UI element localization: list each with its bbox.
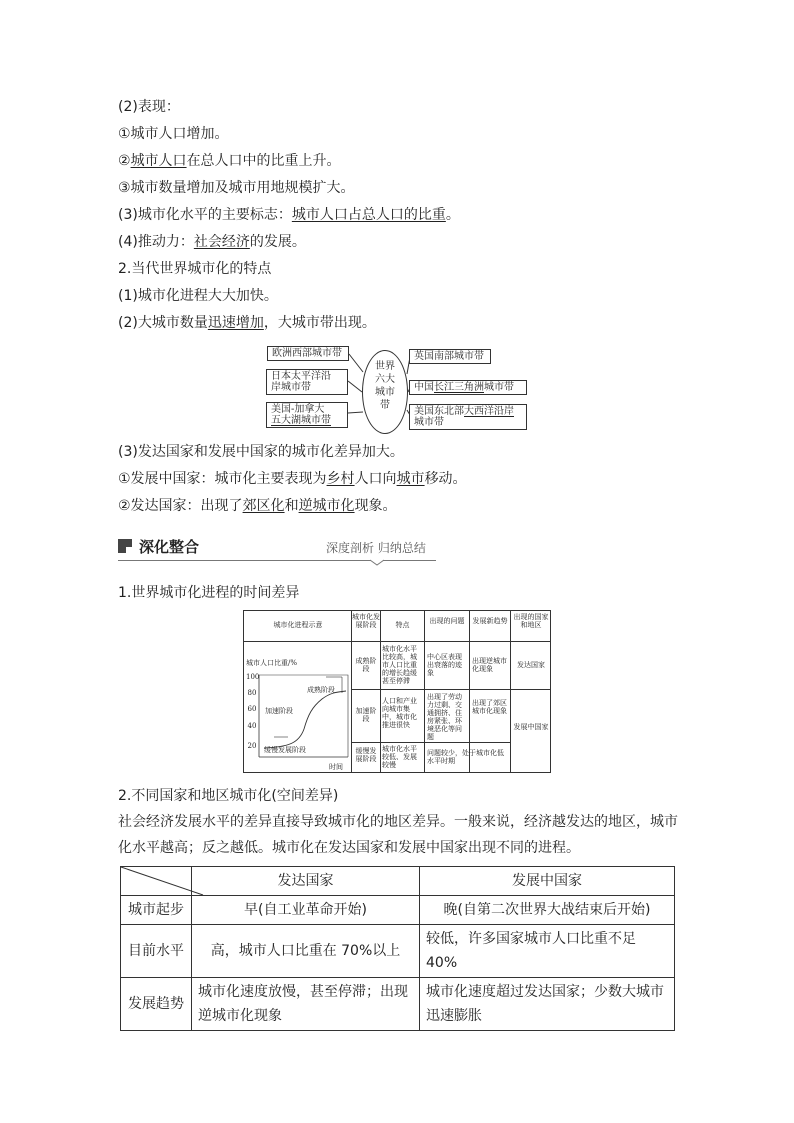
chart-label-mature: 成熟阶段 xyxy=(307,686,335,694)
stage-slow: 缓慢发展阶段 xyxy=(355,747,377,763)
region-developed: 发达国家 xyxy=(517,661,545,669)
table-row xyxy=(121,896,675,925)
line-main-indicator: (3)城市化水平的主要标志：城市人口占总人口的比重。 xyxy=(118,207,460,223)
row-label: 发展趋势 xyxy=(121,978,192,1031)
stage-mature: 成熟阶段 xyxy=(355,657,377,673)
section-rule xyxy=(118,560,436,561)
box-uk-south: 英国南部城市带 xyxy=(409,349,491,364)
th-features: 特点 xyxy=(395,621,410,629)
ytick-80: 80 xyxy=(247,689,257,697)
problem-mature: 中心区表现出衰落的迹象 xyxy=(427,653,462,677)
line-performance: (2)表现： xyxy=(118,99,180,115)
chart-ylabel: 城市人口比重/% xyxy=(246,659,298,667)
th-diagram: 城市化进程示意 xyxy=(273,621,323,629)
urbanization-stage-table xyxy=(243,610,551,773)
line-developing: ①发展中国家：城市化主要表现为乡村人口向城市移动。 xyxy=(118,471,467,487)
diag-line xyxy=(121,867,203,895)
box-west-europe: 欧洲西部城市带 xyxy=(267,346,349,361)
box-japan-pacific: 日本太平洋沿 岸城市带 xyxy=(266,369,348,395)
stage-accelerate: 加速阶段 xyxy=(355,707,377,723)
ytick-40: 40 xyxy=(247,722,257,730)
ytick-60: 60 xyxy=(247,705,257,713)
feature-mature: 城市化水平比较高，城市人口比重的增长趋缓甚至停滞 xyxy=(382,645,417,685)
feature-slow: 城市化水平较低、发展较慢 xyxy=(382,745,417,769)
diagram-center: 世界 六大 城市 带 xyxy=(362,350,408,434)
box-great-lakes: 美国-加拿大 五大湖城市带 xyxy=(266,402,348,428)
table2-title: 2.不同国家和地区城市化(空间差异) xyxy=(118,788,339,804)
th-stage: 城市化发展阶段 xyxy=(352,613,380,629)
box-us-northeast: 美国东北部大西洋沿岸 城市带 xyxy=(409,404,527,430)
line-driving-force: (4)推动力：社会经济的发展。 xyxy=(118,234,306,250)
ytick-100: 100 xyxy=(246,673,260,681)
th-problems: 出现的问题 xyxy=(429,617,465,625)
th-developed: 发达国家 xyxy=(192,867,420,896)
chart-xlabel: 时间 xyxy=(329,763,343,771)
cell-developing: 较低，许多国家城市人口比重不足 40% xyxy=(420,925,675,978)
section-subtitle: 深度剖析 归纳总结 xyxy=(326,541,426,555)
para-line-1: 社会经济发展水平的差异直接导致城市化的地区差异。一般来说，经济越发达的地区，城市 xyxy=(118,814,678,830)
th-developing: 发展中国家 xyxy=(420,867,675,896)
section-icon xyxy=(118,539,132,553)
line-accelerate: (1)城市化进程大大加快。 xyxy=(118,288,278,304)
feature-accelerate: 人口和产业向城市集中，城市化推进很快 xyxy=(382,697,417,729)
row-label: 城市起步 xyxy=(121,896,192,925)
row-label: 目前水平 xyxy=(121,925,192,978)
para-line-2: 化水平越高；反之越低。城市化在发达国家和发展中国家出现不同的进程。 xyxy=(118,840,580,856)
cell-developing: 晚(自第二次世界大战结束后开始) xyxy=(420,896,675,925)
line-gap-widen: (3)发达国家和发展中国家的城市化差异加大。 xyxy=(118,444,404,460)
region-developing: 发展中国家 xyxy=(513,723,549,731)
cell-developed: 早(自工业革命开始) xyxy=(192,896,420,925)
table-row xyxy=(121,925,675,978)
spatial-diff-table xyxy=(120,866,675,1031)
line-urban-pop-share: ②城市人口在总人口中的比重上升。 xyxy=(118,153,341,169)
box-yangtze-delta: 中国长江三角洲城市带 xyxy=(409,380,527,395)
problem-accelerate: 出现了劳动力过剩、交通拥挤、住房紧张、环境恶化等问题 xyxy=(427,693,462,741)
chart-label-slow: 缓慢发展阶段 xyxy=(264,746,306,754)
ytick-20: 20 xyxy=(247,742,257,750)
table-row xyxy=(121,978,675,1031)
line-developed: ②发达国家：出现了郊区化和逆城市化现象。 xyxy=(118,498,397,514)
line-big-cities: (2)大城市数量迅速增加，大城市带出现。 xyxy=(118,315,376,331)
section-title: 深化整合 xyxy=(139,538,200,556)
diag-cell xyxy=(121,867,192,896)
chart-label-accelerate: 加速阶段 xyxy=(265,707,293,715)
section-notch xyxy=(370,558,384,566)
trend-mature: 出现逆城市化现象 xyxy=(472,657,507,673)
cell-developing: 城市化速度超过发达国家；少数大城市迅速膨胀 xyxy=(420,978,675,1031)
line-heading-2: 2.当代世界城市化的特点 xyxy=(118,261,272,277)
cell-developed: 高，城市人口比重在 70%以上 xyxy=(192,925,420,978)
line-urban-pop-increase: ①城市人口增加。 xyxy=(118,126,229,142)
table1-title: 1.世界城市化进程的时间差异 xyxy=(118,585,300,601)
trend-accelerate: 出现了郊区城市化现象 xyxy=(472,699,507,715)
problem-slow: 问题较少，处于城市化低水平时期 xyxy=(427,749,504,765)
cell-developed: 城市化速度放慢，甚至停滞；出现逆城市化现象 xyxy=(192,978,420,1031)
line-city-number: ③城市数量增加及城市用地规模扩大。 xyxy=(118,180,355,196)
th-regions: 出现的国家和地区 xyxy=(513,613,549,629)
th-trends: 发展新趋势 xyxy=(472,617,508,625)
